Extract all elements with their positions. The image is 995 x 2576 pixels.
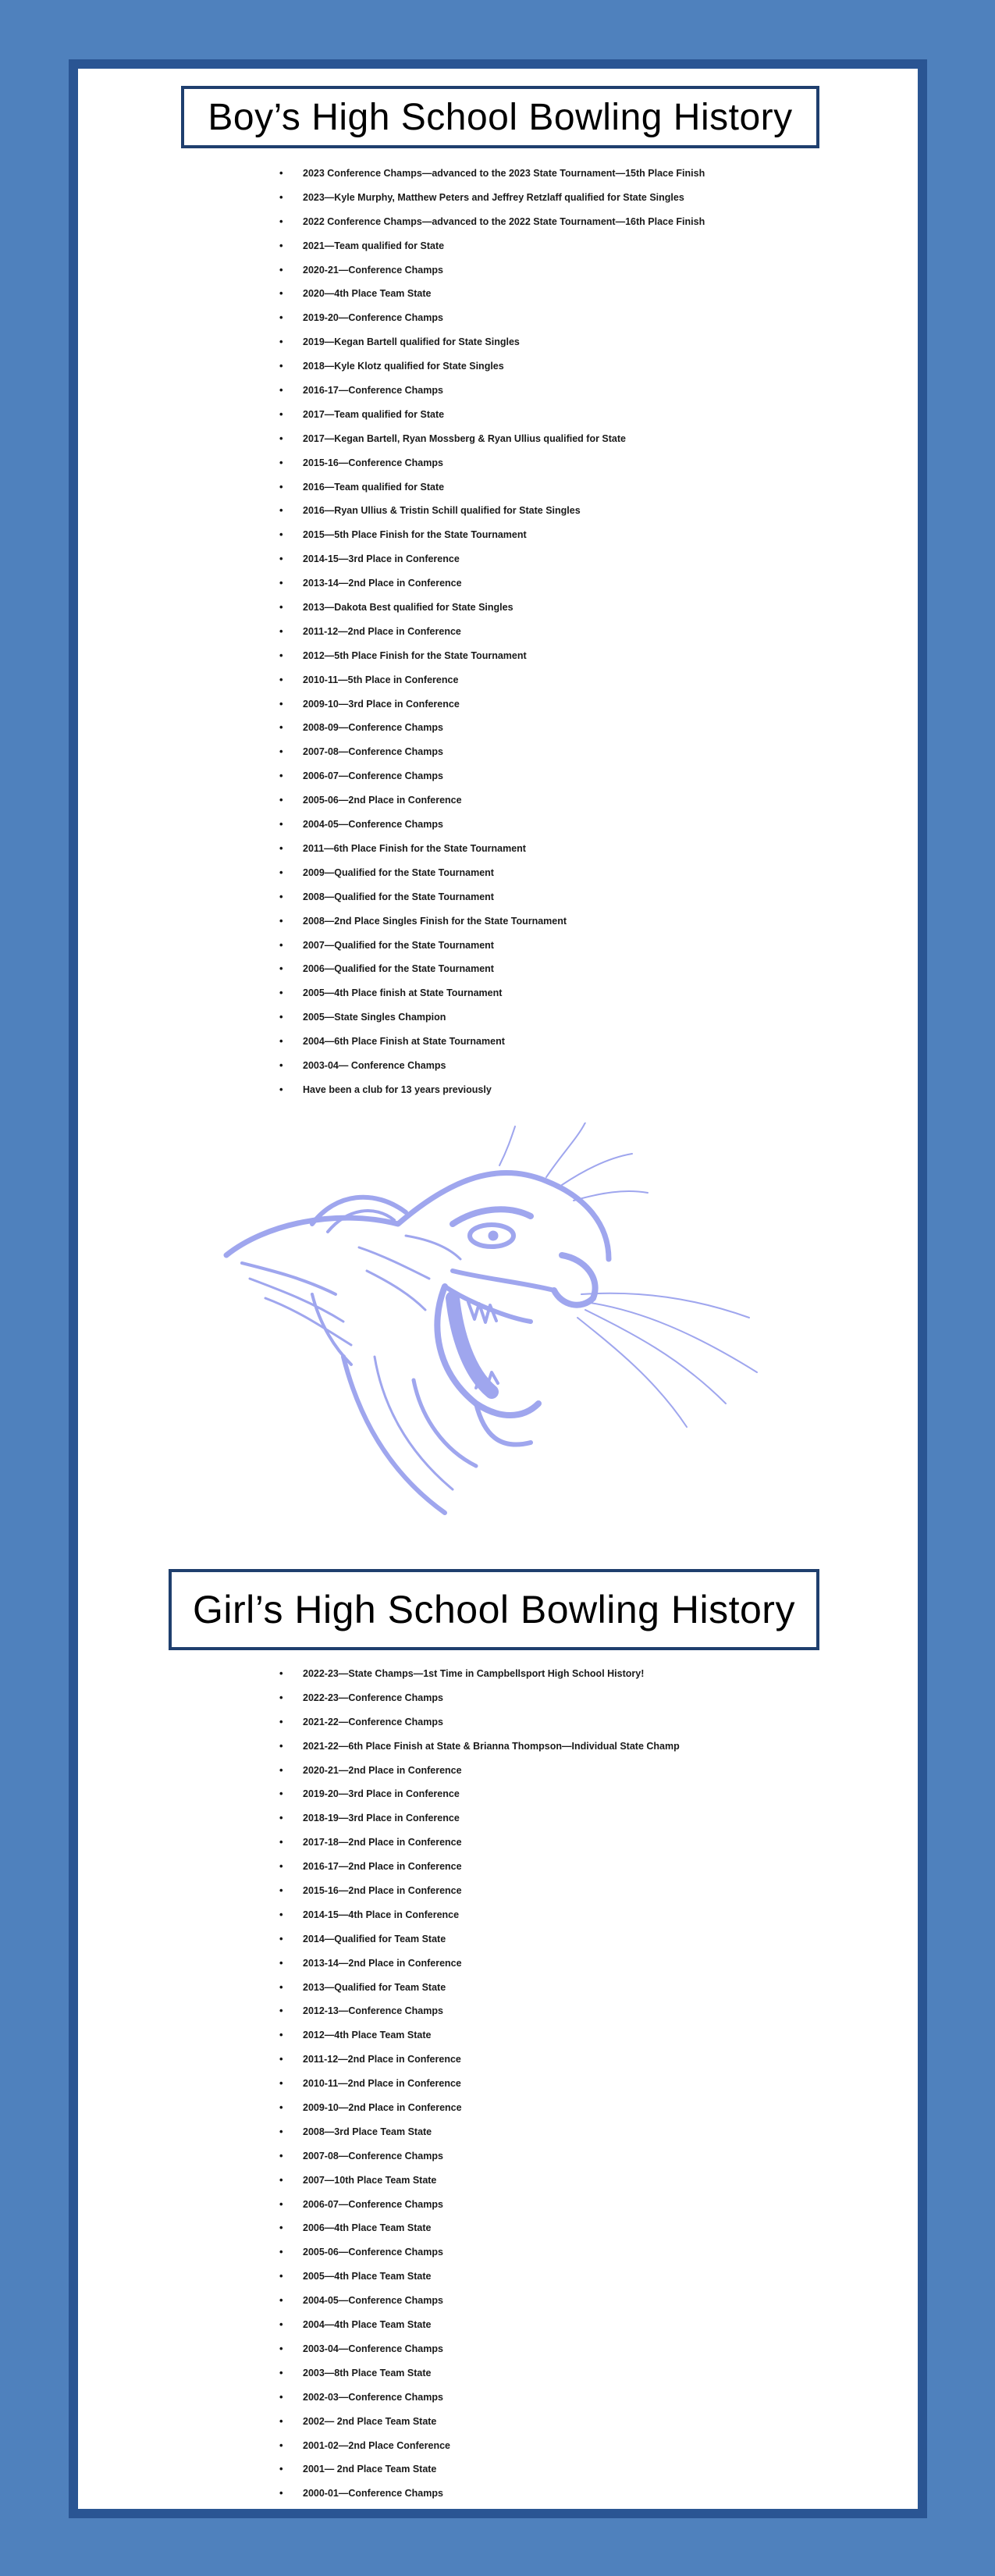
history-list-item: • 2005-06—Conference Champs (303, 2246, 680, 2270)
history-list-item: • 2009-10—2nd Place in Conference (303, 2101, 680, 2126)
history-list-item: • 2011-12—2nd Place in Conference (303, 625, 705, 649)
history-list-item: • 2008—2nd Place Singles Finish for the State Tournament (303, 915, 705, 939)
history-list-item: • 2015-16—Conference Champs (303, 457, 705, 481)
history-list-item: • 2004—4th Place Team State (303, 2318, 680, 2343)
history-list-item: • 2015—5th Place Finish for the State Tournament (303, 528, 705, 553)
boys-history-list (303, 167, 705, 1108)
history-list-item: • 2006-07—Conference Champs (303, 2198, 680, 2222)
history-list-item: • 2021-22—Conference Champs (303, 1716, 680, 1740)
history-list-item: • 2011—6th Place Finish for the State Tournament (303, 842, 705, 866)
history-list-item: • 2012-13—Conference Champs (303, 2005, 680, 2029)
history-list-item: • 2007-08—Conference Champs (303, 745, 705, 770)
history-list-item: • 2008-09—Conference Champs (303, 721, 705, 745)
history-list-item: • 2023—Kyle Murphy, Matthew Peters and Jeffrey Retzlaff qualified for State Singles (303, 191, 705, 215)
history-list-item: • 2003-04—Conference Champs (303, 2343, 680, 2367)
history-list-item: • 2007—Qualified for the State Tournament (303, 939, 705, 963)
history-list-item: • 2021-22—6th Place Finish at State & Brianna Thompson—Individual State Champ (303, 1740, 680, 1764)
history-list-item: • 2015-16—2nd Place in Conference (303, 1884, 680, 1909)
history-list-item: • 2010-11—5th Place in Conference (303, 674, 705, 698)
history-list-item: • 2003—8th Place Team State (303, 2367, 680, 2391)
girls-title: Girl’s High School Bowling History (193, 1588, 795, 1631)
history-list-item: • 2010-11—2nd Place in Conference (303, 2077, 680, 2101)
history-list-item: • 2004-05—Conference Champs (303, 2294, 680, 2318)
history-list-item: • 2005—State Singles Champion (303, 1011, 705, 1035)
history-list-item: • 2005—4th Place finish at State Tournament (303, 987, 705, 1011)
document-page (78, 69, 918, 2509)
history-list-item: • 2017-18—2nd Place in Conference (303, 1836, 680, 1860)
history-list-item: • 2020-21—Conference Champs (303, 264, 705, 288)
history-list-item: • 2002— 2nd Place Team State (303, 2415, 680, 2439)
history-list-item: • 2022-23—State Champs—1st Time in Campbellsport High School History! (303, 1667, 680, 1692)
history-list-item: • 2016—Ryan Ullius & Tristin Schill qualified for State Singles (303, 504, 705, 528)
history-list-item: • 2007-08—Conference Champs (303, 2150, 680, 2174)
history-list-item: • 2002-03—Conference Champs (303, 2391, 680, 2415)
history-list-item: • 2018—Kyle Klotz qualified for State Singles (303, 360, 705, 384)
history-list-item: • 2013-14—2nd Place in Conference (303, 577, 705, 601)
history-list-item: • 2000-01—Conference Champs (303, 2487, 680, 2511)
history-list-item: • 2022-23—Conference Champs (303, 1692, 680, 1716)
history-list-item: • 2019—Kegan Bartell qualified for State Singles (303, 336, 705, 360)
history-list-item: • 2014-15—3rd Place in Conference (303, 553, 705, 577)
history-list-item: • 2016-17—2nd Place in Conference (303, 1860, 680, 1884)
history-list-item: • 2013—Dakota Best qualified for State Singles (303, 601, 705, 625)
history-list-item: • 2018-19—3rd Place in Conference (303, 1812, 680, 1836)
history-list-item: • 2017—Team qualified for State (303, 408, 705, 432)
history-list-item: • 2012—4th Place Team State (303, 2029, 680, 2053)
history-list-item: • 2009—Qualified for the State Tournament (303, 866, 705, 891)
history-list-item: • 2019-20—3rd Place in Conference (303, 1788, 680, 1812)
history-list-item: • 2005—4th Place Team State (303, 2270, 680, 2294)
history-list-item: • 2020-21—2nd Place in Conference (303, 1764, 680, 1788)
history-list-item: • 2021—Team qualified for State (303, 240, 705, 264)
history-list-item: • 2020—4th Place Team State (303, 287, 705, 311)
history-list-item: • 2017—Kegan Bartell, Ryan Mossberg & Ryan Ullius qualified for State (303, 432, 705, 457)
history-list-item: • 2014—Qualified for Team State (303, 1933, 680, 1957)
history-list-item: • 2001-02—2nd Place Conference (303, 2439, 680, 2464)
history-list-item: • 2003-04— Conference Champs (303, 1059, 705, 1083)
history-list-item: • 2013—Qualified for Team State (303, 1981, 680, 2005)
history-list-item: • 2006—Qualified for the State Tournament (303, 962, 705, 987)
history-list-item: • 2011-12—2nd Place in Conference (303, 2053, 680, 2077)
history-list-item: • 2005-06—2nd Place in Conference (303, 794, 705, 818)
history-list-item: • 2016-17—Conference Champs (303, 384, 705, 408)
history-list-item: • 2016—Team qualified for State (303, 481, 705, 505)
history-list-item: • 2013-14—2nd Place in Conference (303, 1957, 680, 1981)
history-list-item: • 2004—6th Place Finish at State Tournament (303, 1035, 705, 1059)
history-list-item: • 2004-05—Conference Champs (303, 818, 705, 842)
girls-history-list (303, 1667, 680, 2511)
history-list-item: • 2006-07—Conference Champs (303, 770, 705, 794)
history-list-item: • Have been a club for 13 years previously (303, 1083, 705, 1108)
history-list-item: • 2022 Conference Champs—advanced to the 2022 State Tournament—16th Place Finish (303, 215, 705, 240)
history-list-item: • 2019-20—Conference Champs (303, 311, 705, 336)
history-list-item: • 2007—10th Place Team State (303, 2174, 680, 2198)
history-list-item: • 2001— 2nd Place Team State (303, 2463, 680, 2487)
girls-title-box (169, 1569, 819, 1650)
cougar-mascot-image (219, 1123, 765, 1521)
history-list-item: • 2023 Conference Champs—advanced to the 2023 State Tournament—15th Place Finish (303, 167, 705, 191)
boys-title: Boy’s High School Bowling History (208, 96, 793, 138)
history-list-item: • 2008—Qualified for the State Tournament (303, 891, 705, 915)
history-list-item: • 2012—5th Place Finish for the State Tournament (303, 649, 705, 674)
history-list-item: • 2006—4th Place Team State (303, 2222, 680, 2246)
history-list-item: • 2008—3rd Place Team State (303, 2126, 680, 2150)
history-list-item: • 2014-15—4th Place in Conference (303, 1909, 680, 1933)
boys-title-box (181, 86, 819, 148)
history-list-item: • 2009-10—3rd Place in Conference (303, 698, 705, 722)
